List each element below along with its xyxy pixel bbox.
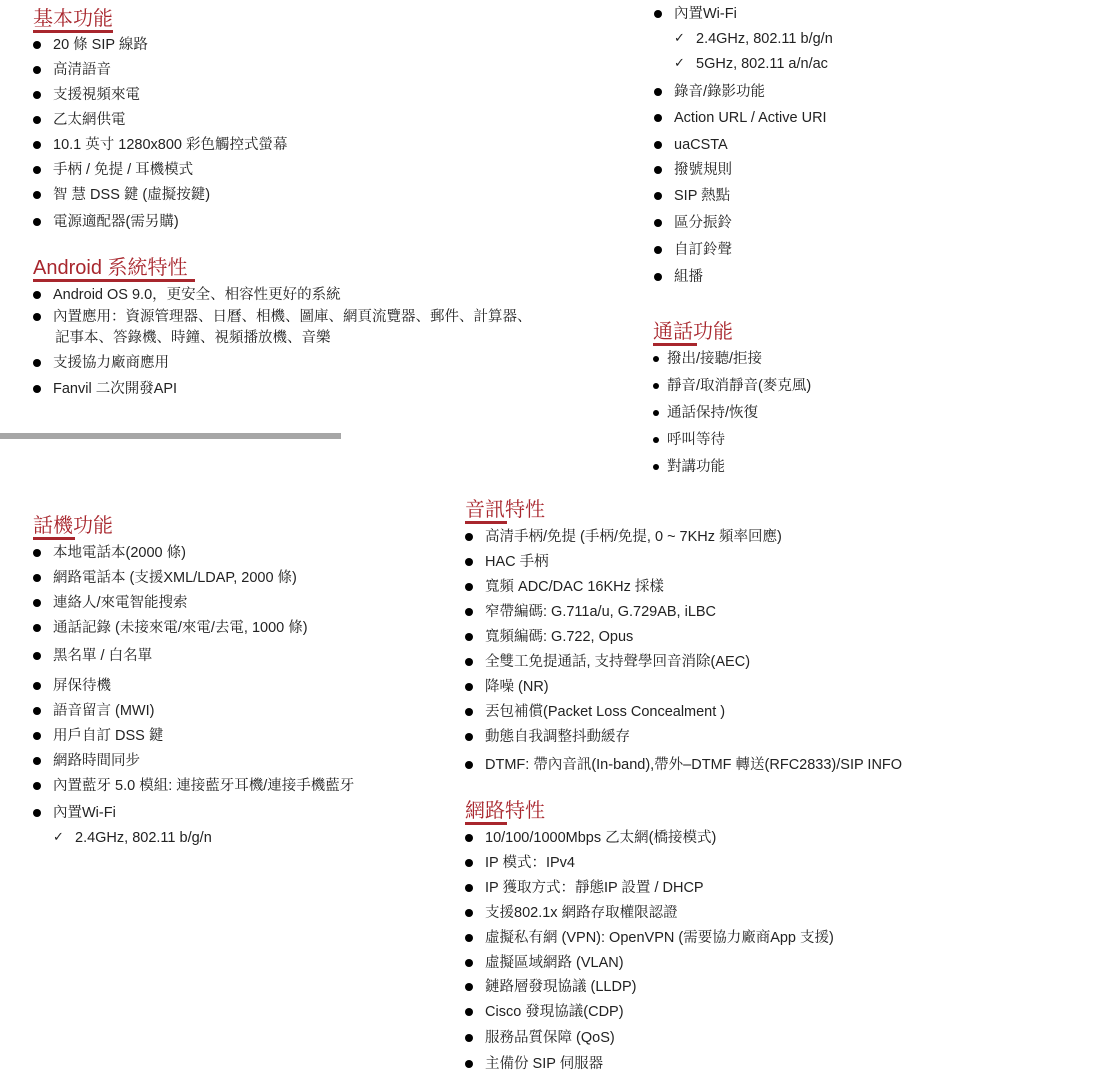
audio-features-section: 音訊特性 高清手柄/免提 (手柄/免提, 0 ~ 7KHz 頻率回應) HAC 手柄 寬頻 ADC/DAC 16KHz 採樣 窄帶編碼: G.711a/u, G.729AB, iLBC 寬頻編碼: G.722, Opus 全雙工免提通話, 支持聲學回音消除(AEC) 降噪 (NR) 丟包補償(Packet Loss Concealment ) 動態自我調整抖動緩存 DTMF: 帶內音訊(In-band),帶外–DTMF 轉送(RFC2833)/SIP INFO	[465, 499, 903, 773]
basic-features-section: 基本功能 20 條 SIP 線路 高清語音 支援視頻來電 乙太網供電 10.1 英寸 1280x800 彩色觸控式螢幕 手柄 / 免提 / 耳機模式 智 慧 DSS 鍵 (虛擬按鍵) 電源適配器(需另購)	[33, 8, 288, 230]
bullet-icon	[33, 682, 41, 690]
bullet-icon	[33, 218, 41, 226]
bullet-icon	[33, 782, 41, 790]
bullet-icon	[33, 624, 41, 632]
bullet-icon	[33, 313, 41, 321]
bullet-icon	[653, 383, 659, 389]
bullet-icon	[33, 116, 41, 124]
bullet-icon	[33, 549, 41, 557]
call-features-section: 通話功能 撥出/接聽/拒接 靜音/取消靜音(麥克風) 通話保持/恢復 呼叫等待 對講功能	[653, 321, 812, 475]
bullet-icon	[33, 66, 41, 74]
bullet-icon	[465, 1034, 473, 1042]
call-features-title: 通話功能	[653, 321, 733, 343]
phone-features-title: 話機功能	[33, 515, 113, 537]
basic-features-title: 基本功能	[33, 8, 113, 30]
bullet-icon	[465, 608, 473, 616]
android-features-title: Android 系統特性	[33, 257, 188, 279]
section-divider	[0, 433, 341, 439]
bullet-icon	[465, 533, 473, 541]
bullet-icon	[465, 934, 473, 942]
check-icon: ✓	[53, 830, 64, 845]
phone-features-section: 話機功能 本地電話本(2000 條) 網路電話本 (支援XML/LDAP, 2000 條) 連絡人/來電智能搜索 通話記錄 (未接來電/來電/去電, 1000 條) 黑名單 / 白名單 屏保待機 語音留言 (MWI) 用戶自訂 DSS 鍵 網路時間同步 內置藍牙 5.0 模組: 連接藍牙耳機/連接手機藍牙 內置Wi-Fi ✓ 2.4GHz, 802.11 b/g/n	[33, 515, 355, 846]
title-underline	[465, 521, 507, 524]
bullet-icon	[33, 359, 41, 367]
bullet-icon	[33, 166, 41, 174]
bullet-icon	[33, 809, 41, 817]
bullet-icon	[33, 574, 41, 582]
android-features-section: Android 系統特性 Android OS 9.0，更安全、相容性更好的系統 內置應用：資源管理器、日曆、相機、圖庫、網頁流覽器、郵件、計算器、 記事本、答錄機、時鐘、視頻播放機、音樂 支援協力廠商應用 Fanvil 二次開發API	[33, 257, 532, 397]
bullet-icon	[465, 1008, 473, 1016]
bullet-icon	[465, 708, 473, 716]
bullet-icon	[654, 88, 662, 96]
title-underline	[653, 343, 697, 346]
bullet-icon	[653, 464, 659, 470]
title-underline	[33, 279, 195, 282]
bullet-icon	[33, 91, 41, 99]
bullet-icon	[465, 761, 473, 769]
bullet-icon	[654, 114, 662, 122]
bullet-icon	[33, 757, 41, 765]
bullet-icon	[465, 909, 473, 917]
bullet-icon	[465, 983, 473, 991]
bullet-icon	[33, 732, 41, 740]
bullet-icon	[653, 356, 659, 362]
check-icon: ✓	[674, 31, 685, 46]
bullet-icon	[465, 633, 473, 641]
bullet-icon	[465, 583, 473, 591]
bullet-icon	[33, 652, 41, 660]
bullet-icon	[465, 834, 473, 842]
bullet-icon	[654, 219, 662, 227]
bullet-icon	[653, 410, 659, 416]
bullet-icon	[33, 291, 41, 299]
bullet-icon	[465, 959, 473, 967]
bullet-icon	[654, 192, 662, 200]
title-underline	[33, 537, 75, 540]
bullet-icon	[33, 707, 41, 715]
bullet-icon	[654, 141, 662, 149]
bullet-icon	[465, 884, 473, 892]
network-features-section: 網路特性 10/100/1000Mbps 乙太網(橋接模式) IP 模式：IPv4 IP 獲取方式：靜態IP 設置 / DHCP 支援802.1x 網路存取權限認證 虛擬私有網 (VPN): OpenVPN (需要協力廠商App 支援) 虛擬區域網路 (VLAN) 鏈路層發現協議 (LLDP) Cisco 發現協議(CDP) 服務品質保障 (QoS) 主備份 SIP 伺服器	[465, 800, 834, 1072]
bullet-icon	[33, 191, 41, 199]
bullet-icon	[33, 599, 41, 607]
bullet-icon	[465, 683, 473, 691]
title-underline	[33, 30, 113, 33]
check-icon: ✓	[674, 56, 685, 71]
bullet-icon	[33, 385, 41, 393]
bullet-icon	[465, 558, 473, 566]
bullet-icon	[654, 10, 662, 18]
bullet-icon	[33, 141, 41, 149]
more-features-section: 內置Wi-Fi ✓ 2.4GHz, 802.11 b/g/n ✓ 5GHz, 802.11 a/n/ac 錄音/錄影功能 Action URL / Active URI uaCSTA 撥號規則 SIP 熱點 區分振鈴 自訂鈴聲 組播	[654, 5, 1074, 295]
network-features-title: 網路特性	[465, 800, 545, 822]
bullet-icon	[465, 1060, 473, 1068]
title-underline	[465, 822, 507, 825]
bullet-icon	[653, 437, 659, 443]
bullet-icon	[465, 733, 473, 741]
bullet-icon	[654, 166, 662, 174]
bullet-icon	[33, 41, 41, 49]
bullet-icon	[654, 246, 662, 254]
audio-features-title: 音訊特性	[465, 499, 545, 521]
bullet-icon	[654, 273, 662, 281]
bullet-icon	[465, 658, 473, 666]
bullet-icon	[465, 859, 473, 867]
